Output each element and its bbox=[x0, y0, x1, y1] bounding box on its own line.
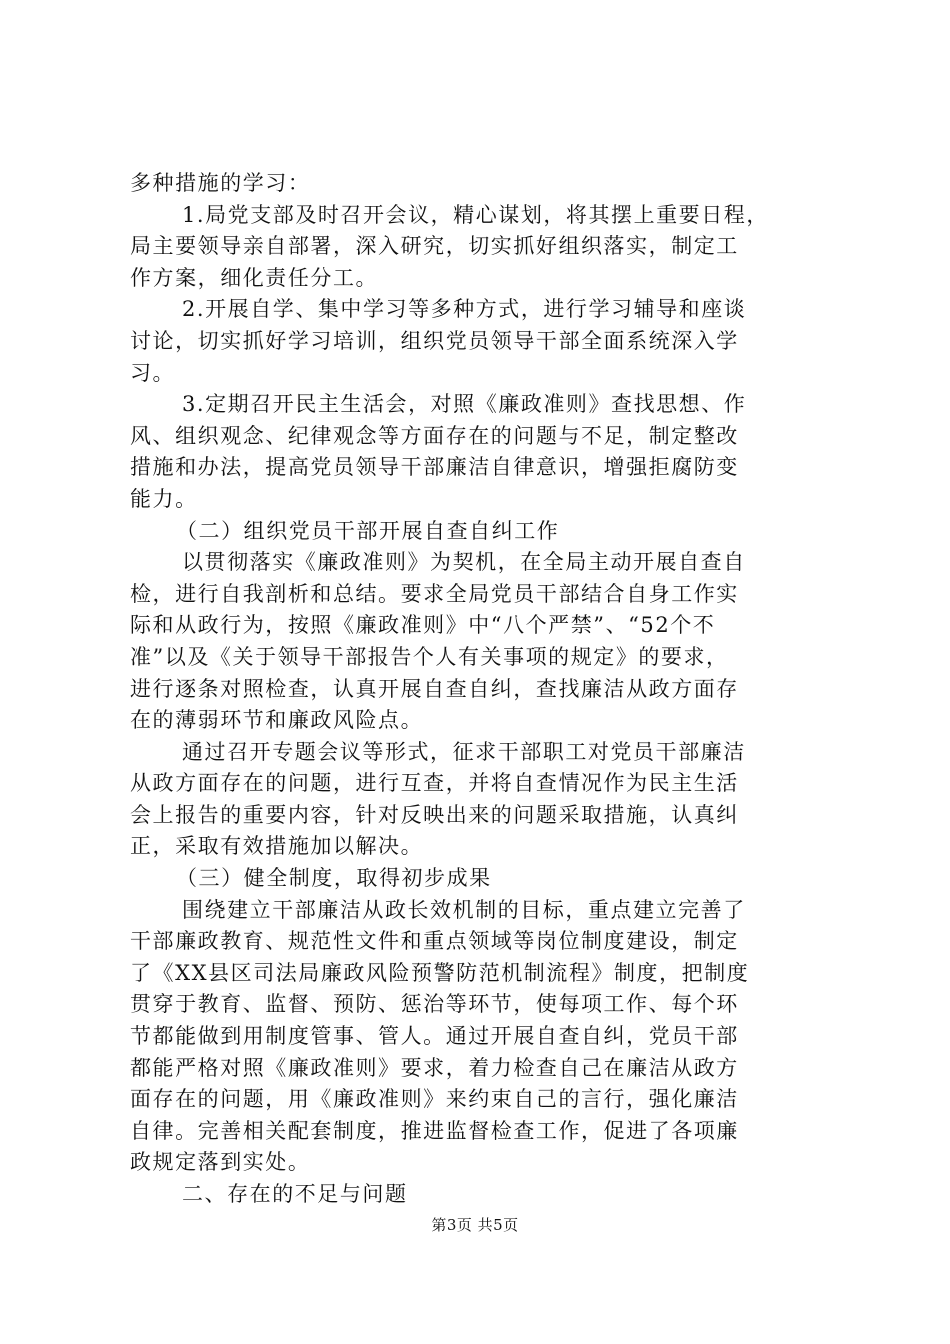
paragraph-line: 了《XX县区司法局廉政风险预警防范机制流程》制度，把制度 bbox=[130, 960, 750, 985]
paragraph-line: 多种措施的学习： bbox=[130, 171, 311, 195]
paragraph-line: 风、组织观念、纪律观念等方面存在的问题与不足，制定整改 bbox=[130, 423, 739, 448]
paragraph-line: 2.开展自学、集中学习等多种方式，进行学习辅导和座谈 bbox=[182, 297, 747, 322]
paragraph-line: 会上报告的重要内容，针对反映出来的问题采取措施，认真纠 bbox=[130, 802, 739, 827]
paragraph-line: 正，采取有效措施加以解决。 bbox=[130, 834, 424, 859]
section-heading: （二）组织党员干部开展自查自纠工作 bbox=[176, 518, 560, 543]
paragraph-line: 节都能做到用制度管事、管人。通过开展自查自纠，党员干部 bbox=[130, 1024, 739, 1049]
paragraph-line: 检，进行自我剖析和总结。要求全局党员干部结合自身工作实 bbox=[130, 581, 739, 606]
paragraph-line: 政规定落到实处。 bbox=[130, 1150, 311, 1175]
page-number-footer: 第3页 共5页 bbox=[431, 1216, 519, 1234]
paragraph-line: 进行逐条对照检查，认真开展自查自纠，查找廉洁从政方面存 bbox=[130, 676, 739, 701]
paragraph-line: 措施和办法，提高党员领导干部廉洁自律意识，增强拒腐防变 bbox=[130, 455, 739, 480]
paragraph-line: 局主要领导亲自部署，深入研究，切实抓好组织落实，制定工 bbox=[130, 234, 739, 259]
paragraph-line: 以贯彻落实《廉政准则》为契机，在全局主动开展自查自 bbox=[182, 550, 746, 575]
paragraph-line: 在的薄弱环节和廉政风险点。 bbox=[130, 708, 424, 733]
document-body bbox=[130, 168, 830, 1211]
paragraph-line: 习。 bbox=[130, 360, 176, 385]
paragraph-line: 干部廉政教育、规范性文件和重点领域等岗位制度建设，制定 bbox=[130, 929, 739, 954]
paragraph-line: 3.定期召开民主生活会，对照《廉政准则》查找思想、作 bbox=[182, 392, 747, 417]
paragraph-line: 1.局党支部及时召开会议，精心谋划，将其摆上重要日程， bbox=[182, 202, 769, 227]
paragraph-line: 作方案，细化责任分工。 bbox=[130, 265, 379, 290]
paragraph-line: 从政方面存在的问题，进行互查，并将自查情况作为民主生活 bbox=[130, 771, 739, 796]
paragraph-line: 贯穿于教育、监督、预防、惩治等环节，使每项工作、每个环 bbox=[130, 992, 739, 1017]
paragraph-line: 能力。 bbox=[130, 486, 198, 511]
paragraph-line: 准”以及《关于领导干部报告个人有关事项的规定》的要求， bbox=[130, 644, 729, 669]
paragraph-line: 讨论，切实抓好学习培训，组织党员领导干部全面系统深入学 bbox=[130, 328, 739, 353]
paragraph-line: 通过召开专题会议等形式，征求干部职工对党员干部廉洁 bbox=[182, 739, 746, 764]
paragraph-line: 面存在的问题，用《廉政准则》来约束自己的言行，强化廉洁 bbox=[130, 1087, 739, 1112]
section-heading: 二、存在的不足与问题 bbox=[182, 1182, 408, 1206]
paragraph-line: 际和从政行为，按照《廉政准则》中“八个严禁”、“52个不 bbox=[130, 613, 716, 638]
paragraph-line: 自律。完善相关配套制度，推进监督检查工作，促进了各项廉 bbox=[130, 1118, 739, 1143]
paragraph-line: 围绕建立干部廉洁从政长效机制的目标，重点建立完善了 bbox=[182, 897, 746, 922]
paragraph-line: 都能严格对照《廉政准则》要求，着力检查自己在廉洁从政方 bbox=[130, 1055, 739, 1080]
section-heading: （三）健全制度，取得初步成果 bbox=[176, 866, 492, 891]
